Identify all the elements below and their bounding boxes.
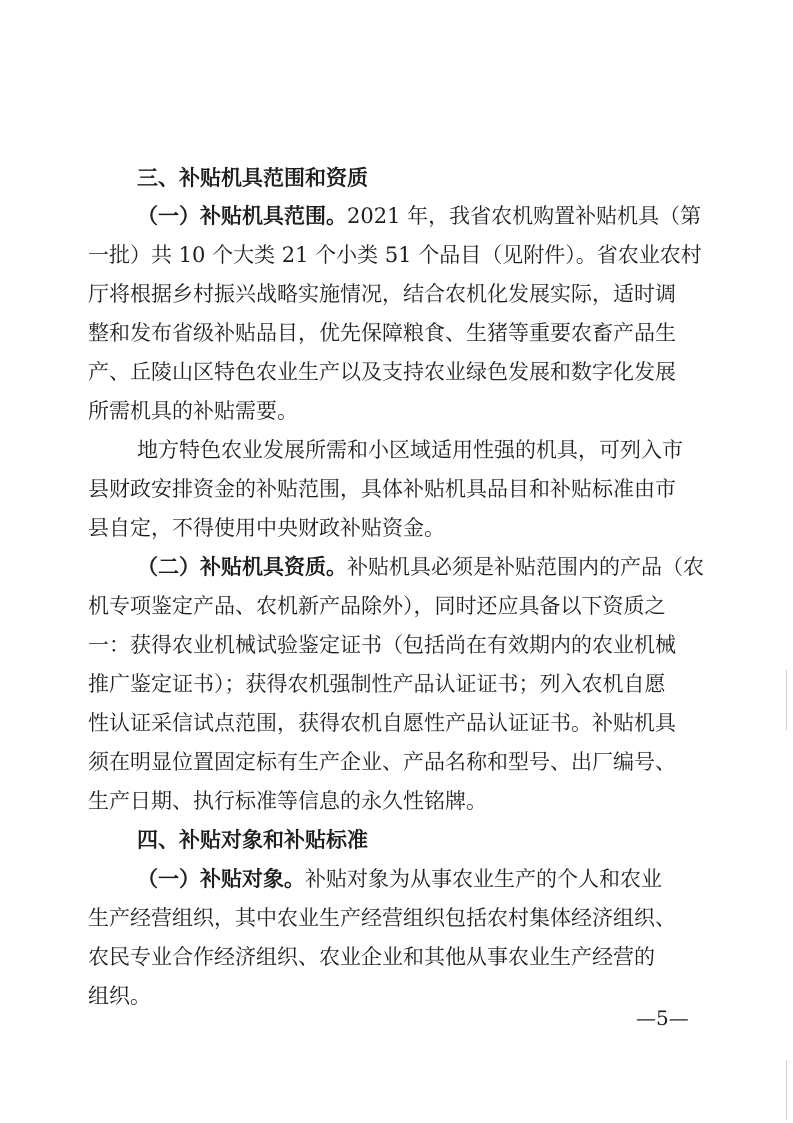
subsection-label: （二）补贴机具资质。: [137, 554, 347, 579]
paragraph-line: 地方特色农业发展所需和小区域适用性强的机具，可列入市: [137, 438, 683, 462]
scan-edge-mark: [786, 1060, 787, 1120]
paragraph-line: [137, 552, 704, 582]
paragraph-text: 2021 年，我省农机购置补贴机具（第: [347, 204, 702, 228]
paragraph-line: 整和发布省级补贴品目，优先保障粮食、生猪等重要农畜产品生: [88, 321, 676, 345]
paragraph-line: 县自定，不得使用中央财政补贴资金。: [88, 516, 445, 540]
paragraph-line: [137, 864, 662, 894]
scan-edge-mark: [786, 670, 787, 730]
paragraph-line: 县财政安排资金的补贴范围，具体补贴机具品目和补贴标准由市: [88, 477, 676, 501]
section-heading-4: 四、补贴对象和补贴标准: [137, 828, 368, 852]
paragraph-line: 性认证采信试点范围，获得农机自愿性产品认证证书。补贴机具: [88, 711, 676, 735]
paragraph-line: 产、丘陵山区特色农业生产以及支持农业绿色发展和数字化发展: [88, 360, 676, 384]
paragraph-line: 机专项鉴定产品、农机新产品除外），同时还应具备以下资质之: [88, 594, 666, 618]
paragraph-line: 生产日期、执行标准等信息的永久性铭牌。: [88, 789, 487, 813]
paragraph-line: 生产经营组织，其中农业生产经营组织包括农村集体经济组织、: [88, 906, 676, 930]
paragraph-line: 厅将根据乡村振兴战略实施情况，结合农机化发展实际，适时调: [88, 282, 676, 306]
subsection-label: （一）补贴机具范围。: [137, 203, 347, 228]
paragraph-line: 一：获得农业机械试验鉴定证书（包括尚在有效期内的农业机械: [88, 633, 676, 657]
paragraph-line: 推广鉴定证书）；获得农机强制性产品认证证书；列入农机自愿: [88, 672, 666, 696]
section-heading-3: 三、补贴机具范围和资质: [137, 166, 368, 190]
paragraph-line: 组织。: [88, 984, 151, 1008]
paragraph-line: 须在明显位置固定标有生产企业、产品名称和型号、出厂编号、: [88, 750, 676, 774]
subsection-label: （一）补贴对象。: [137, 866, 305, 891]
paragraph-text: 补贴对象为从事农业生产的个人和农业: [305, 867, 662, 891]
paragraph-text: 补贴机具必须是补贴范围内的产品（农: [347, 555, 704, 579]
paragraph-line: 所需机具的补贴需要。: [88, 399, 298, 423]
paragraph-line: 一批）共 10 个大类 21 个小类 51 个品目（见附件）。省农业农村: [88, 243, 702, 267]
paragraph-line: 农民专业合作经济组织、农业企业和其他从事农业生产经营的: [88, 945, 655, 969]
page-number: —5—: [636, 1006, 689, 1030]
paragraph-line: [137, 201, 701, 231]
